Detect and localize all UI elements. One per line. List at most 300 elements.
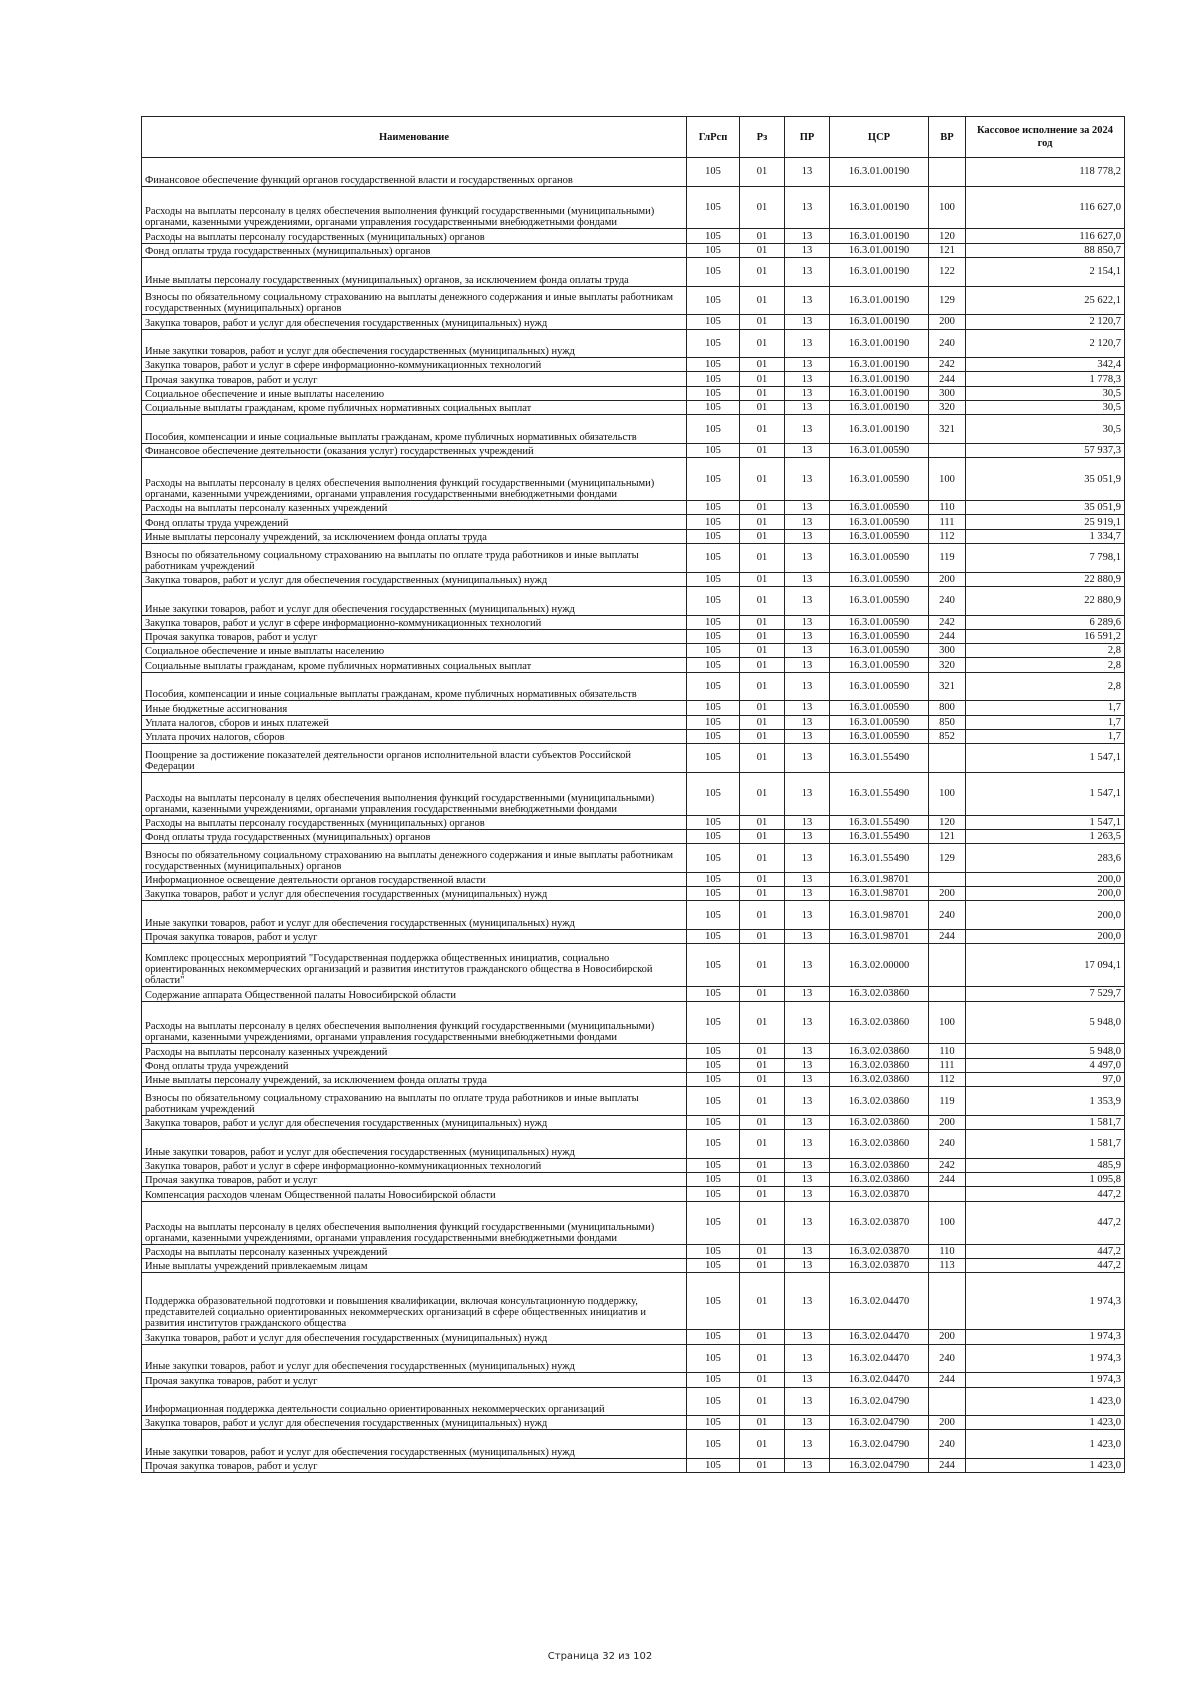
cell-csr: 16.3.01.00590 xyxy=(830,501,929,515)
table-row xyxy=(142,186,1125,229)
cell-pr: 13 xyxy=(785,1187,830,1201)
cell-csr: 16.3.01.00190 xyxy=(830,358,929,372)
cell-csr: 16.3.02.03860 xyxy=(830,1158,929,1172)
cell-glrsp: 105 xyxy=(687,1258,740,1272)
cell-rz: 01 xyxy=(740,229,785,243)
cell-pr: 13 xyxy=(785,1058,830,1072)
cell-pr: 13 xyxy=(785,286,830,315)
table-row xyxy=(142,1087,1125,1116)
cell-name: Пособия, компенсации и иные социальные выплаты гражданам, кроме публичных нормативных обязательств xyxy=(142,415,687,444)
cell-csr: 16.3.02.03860 xyxy=(830,1058,929,1072)
cell-vr: 129 xyxy=(929,844,966,873)
cell-pr: 13 xyxy=(785,644,830,658)
cell-amount: 1 353,9 xyxy=(966,1087,1125,1116)
cell-amount: 25 919,1 xyxy=(966,515,1125,529)
cell-pr: 13 xyxy=(785,258,830,287)
cell-amount: 7 529,7 xyxy=(966,987,1125,1001)
cell-vr xyxy=(929,987,966,1001)
budget-execution-table xyxy=(141,116,1125,1473)
cell-glrsp: 105 xyxy=(687,615,740,629)
cell-vr: 300 xyxy=(929,644,966,658)
table-row xyxy=(142,544,1125,573)
cell-glrsp: 105 xyxy=(687,544,740,573)
cell-pr: 13 xyxy=(785,629,830,643)
cell-rz: 01 xyxy=(740,615,785,629)
cell-pr: 13 xyxy=(785,1459,830,1473)
cell-pr: 13 xyxy=(785,672,830,701)
table-row xyxy=(142,672,1125,701)
table-row xyxy=(142,715,1125,729)
cell-vr: 240 xyxy=(929,1344,966,1373)
cell-rz: 01 xyxy=(740,1173,785,1187)
cell-rz: 01 xyxy=(740,501,785,515)
cell-vr: 244 xyxy=(929,629,966,643)
cell-name: Социальное обеспечение и иные выплаты населению xyxy=(142,386,687,400)
cell-vr xyxy=(929,744,966,773)
cell-glrsp: 105 xyxy=(687,1187,740,1201)
cell-glrsp: 105 xyxy=(687,1330,740,1344)
cell-vr: 110 xyxy=(929,1044,966,1058)
cell-name: Комплекс процессных мероприятий "Государственная поддержка общественных инициатив, социально ориентированных некоммерческих организаций и развития институтов гражданского общества в Новосибирской области" xyxy=(142,944,687,987)
cell-csr: 16.3.02.03860 xyxy=(830,1130,929,1159)
cell-glrsp: 105 xyxy=(687,401,740,415)
cell-name: Расходы на выплаты персоналу государственных (муниципальных) органов xyxy=(142,229,687,243)
cell-vr: 200 xyxy=(929,887,966,901)
cell-amount: 1 423,0 xyxy=(966,1459,1125,1473)
cell-pr: 13 xyxy=(785,386,830,400)
table-row xyxy=(142,1130,1125,1159)
cell-vr: 112 xyxy=(929,529,966,543)
table-row xyxy=(142,229,1125,243)
cell-rz: 01 xyxy=(740,844,785,873)
cell-csr: 16.3.01.00590 xyxy=(830,529,929,543)
cell-pr: 13 xyxy=(785,872,830,886)
cell-rz: 01 xyxy=(740,1459,785,1473)
cell-vr: 300 xyxy=(929,386,966,400)
cell-pr: 13 xyxy=(785,186,830,229)
cell-name: Расходы на выплаты персоналу казенных учреждений xyxy=(142,501,687,515)
cell-name: Закупка товаров, работ и услуг для обеспечения государственных (муниципальных) нужд xyxy=(142,1416,687,1430)
table-row xyxy=(142,1044,1125,1058)
header-vr: ВР xyxy=(929,117,966,158)
cell-name: Уплата налогов, сборов и иных платежей xyxy=(142,715,687,729)
cell-csr: 16.3.02.04790 xyxy=(830,1430,929,1459)
cell-name: Социальные выплаты гражданам, кроме публичных нормативных социальных выплат xyxy=(142,658,687,672)
cell-vr: 200 xyxy=(929,1330,966,1344)
cell-rz: 01 xyxy=(740,1258,785,1272)
cell-csr: 16.3.01.55490 xyxy=(830,815,929,829)
cell-name: Социальное обеспечение и иные выплаты населению xyxy=(142,644,687,658)
cell-pr: 13 xyxy=(785,930,830,944)
cell-name: Прочая закупка товаров, работ и услуг xyxy=(142,930,687,944)
cell-rz: 01 xyxy=(740,544,785,573)
cell-rz: 01 xyxy=(740,529,785,543)
cell-vr: 850 xyxy=(929,715,966,729)
cell-rz: 01 xyxy=(740,1115,785,1129)
cell-pr: 13 xyxy=(785,1001,830,1044)
cell-name: Финансовое обеспечение функций органов государственной власти и государственных органов xyxy=(142,158,687,187)
cell-csr: 16.3.02.03870 xyxy=(830,1201,929,1244)
cell-amount: 57 937,3 xyxy=(966,443,1125,457)
cell-glrsp: 105 xyxy=(687,901,740,930)
table-row xyxy=(142,1073,1125,1087)
cell-pr: 13 xyxy=(785,1201,830,1244)
cell-csr: 16.3.01.00590 xyxy=(830,658,929,672)
table-row xyxy=(142,515,1125,529)
cell-csr: 16.3.02.04790 xyxy=(830,1459,929,1473)
cell-vr xyxy=(929,1187,966,1201)
cell-amount: 116 627,0 xyxy=(966,229,1125,243)
cell-name: Прочая закупка товаров, работ и услуг xyxy=(142,372,687,386)
cell-pr: 13 xyxy=(785,515,830,529)
cell-name: Иные закупки товаров, работ и услуг для обеспечения государственных (муниципальных) нужд xyxy=(142,1344,687,1373)
cell-glrsp: 105 xyxy=(687,1201,740,1244)
table-row xyxy=(142,844,1125,873)
cell-rz: 01 xyxy=(740,515,785,529)
cell-amount: 2,8 xyxy=(966,644,1125,658)
cell-vr: 242 xyxy=(929,1158,966,1172)
cell-csr: 16.3.01.55490 xyxy=(830,844,929,873)
cell-glrsp: 105 xyxy=(687,629,740,643)
header-name: Наименование xyxy=(142,117,687,158)
cell-csr: 16.3.02.03860 xyxy=(830,1115,929,1129)
cell-rz: 01 xyxy=(740,315,785,329)
cell-pr: 13 xyxy=(785,443,830,457)
cell-amount: 5 948,0 xyxy=(966,1044,1125,1058)
cell-vr: 244 xyxy=(929,1459,966,1473)
cell-pr: 13 xyxy=(785,844,830,873)
cell-amount: 22 880,9 xyxy=(966,572,1125,586)
cell-name: Закупка товаров, работ и услуг для обеспечения государственных (муниципальных) нужд xyxy=(142,887,687,901)
cell-amount: 30,5 xyxy=(966,401,1125,415)
table-row xyxy=(142,1173,1125,1187)
cell-rz: 01 xyxy=(740,1058,785,1072)
cell-glrsp: 105 xyxy=(687,315,740,329)
cell-vr: 110 xyxy=(929,1244,966,1258)
header-rz: Рз xyxy=(740,117,785,158)
cell-rz: 01 xyxy=(740,401,785,415)
cell-pr: 13 xyxy=(785,1073,830,1087)
cell-name: Фонд оплаты труда учреждений xyxy=(142,515,687,529)
cell-csr: 16.3.01.00190 xyxy=(830,415,929,444)
cell-vr: 244 xyxy=(929,372,966,386)
cell-amount: 5 948,0 xyxy=(966,1001,1125,1044)
cell-name: Прочая закупка товаров, работ и услуг xyxy=(142,1459,687,1473)
cell-pr: 13 xyxy=(785,501,830,515)
cell-name: Расходы на выплаты персоналу в целях обеспечения выполнения функций государственными (муниципальными) органами, казенными учреждениями, органами управления государственными внебюджетными фондами xyxy=(142,1001,687,1044)
table-row xyxy=(142,1058,1125,1072)
cell-vr: 129 xyxy=(929,286,966,315)
cell-amount: 116 627,0 xyxy=(966,186,1125,229)
cell-glrsp: 105 xyxy=(687,1158,740,1172)
cell-rz: 01 xyxy=(740,443,785,457)
cell-vr: 852 xyxy=(929,729,966,743)
cell-glrsp: 105 xyxy=(687,258,740,287)
cell-pr: 13 xyxy=(785,415,830,444)
cell-name: Иные бюджетные ассигнования xyxy=(142,701,687,715)
cell-rz: 01 xyxy=(740,586,785,615)
cell-glrsp: 105 xyxy=(687,243,740,257)
cell-vr: 200 xyxy=(929,315,966,329)
cell-glrsp: 105 xyxy=(687,358,740,372)
cell-glrsp: 105 xyxy=(687,515,740,529)
cell-rz: 01 xyxy=(740,772,785,815)
table-row xyxy=(142,658,1125,672)
cell-vr: 100 xyxy=(929,1001,966,1044)
cell-name: Пособия, компенсации и иные социальные выплаты гражданам, кроме публичных нормативных обязательств xyxy=(142,672,687,701)
cell-csr: 16.3.01.00590 xyxy=(830,729,929,743)
table-row xyxy=(142,1001,1125,1044)
cell-glrsp: 105 xyxy=(687,1430,740,1459)
cell-glrsp: 105 xyxy=(687,930,740,944)
cell-name: Компенсация расходов членам Общественной палаты Новосибирской области xyxy=(142,1187,687,1201)
cell-rz: 01 xyxy=(740,358,785,372)
cell-rz: 01 xyxy=(740,1330,785,1344)
table-row xyxy=(142,701,1125,715)
cell-amount: 1 423,0 xyxy=(966,1430,1125,1459)
cell-name: Прочая закупка товаров, работ и услуг xyxy=(142,629,687,643)
cell-vr: 100 xyxy=(929,1201,966,1244)
cell-amount: 1,7 xyxy=(966,701,1125,715)
cell-name: Расходы на выплаты персоналу казенных учреждений xyxy=(142,1044,687,1058)
cell-glrsp: 105 xyxy=(687,1273,740,1330)
cell-rz: 01 xyxy=(740,629,785,643)
cell-rz: 01 xyxy=(740,186,785,229)
cell-rz: 01 xyxy=(740,658,785,672)
cell-name: Прочая закупка товаров, работ и услуг xyxy=(142,1373,687,1387)
cell-rz: 01 xyxy=(740,829,785,843)
cell-amount: 1 263,5 xyxy=(966,829,1125,843)
cell-pr: 13 xyxy=(785,529,830,543)
cell-csr: 16.3.02.04790 xyxy=(830,1387,929,1416)
cell-csr: 16.3.01.55490 xyxy=(830,829,929,843)
table-row xyxy=(142,315,1125,329)
cell-glrsp: 105 xyxy=(687,1459,740,1473)
cell-csr: 16.3.01.00590 xyxy=(830,515,929,529)
table-row xyxy=(142,1115,1125,1129)
cell-csr: 16.3.01.98701 xyxy=(830,887,929,901)
cell-pr: 13 xyxy=(785,615,830,629)
cell-vr: 800 xyxy=(929,701,966,715)
cell-vr: 320 xyxy=(929,658,966,672)
cell-glrsp: 105 xyxy=(687,1416,740,1430)
table-row xyxy=(142,572,1125,586)
cell-name: Взносы по обязательному социальному страхованию на выплаты денежного содержания и иные выплаты работникам государственных (муниципальных) органов xyxy=(142,286,687,315)
cell-amount: 447,2 xyxy=(966,1201,1125,1244)
cell-pr: 13 xyxy=(785,586,830,615)
cell-glrsp: 105 xyxy=(687,1373,740,1387)
header-pr: ПР xyxy=(785,117,830,158)
cell-pr: 13 xyxy=(785,658,830,672)
cell-pr: 13 xyxy=(785,944,830,987)
cell-amount: 35 051,9 xyxy=(966,501,1125,515)
table-row xyxy=(142,158,1125,187)
cell-glrsp: 105 xyxy=(687,443,740,457)
cell-name: Расходы на выплаты персоналу казенных учреждений xyxy=(142,1244,687,1258)
cell-rz: 01 xyxy=(740,372,785,386)
cell-amount: 1 547,1 xyxy=(966,772,1125,815)
table-row xyxy=(142,729,1125,743)
cell-rz: 01 xyxy=(740,1373,785,1387)
cell-csr: 16.3.02.03860 xyxy=(830,1087,929,1116)
cell-pr: 13 xyxy=(785,1130,830,1159)
cell-amount: 1 334,7 xyxy=(966,529,1125,543)
cell-rz: 01 xyxy=(740,458,785,501)
cell-csr: 16.3.01.00190 xyxy=(830,372,929,386)
cell-name: Закупка товаров, работ и услуг в сфере информационно-коммуникационных технологий xyxy=(142,1158,687,1172)
cell-rz: 01 xyxy=(740,258,785,287)
header-csr: ЦСР xyxy=(830,117,929,158)
cell-glrsp: 105 xyxy=(687,186,740,229)
cell-pr: 13 xyxy=(785,1087,830,1116)
cell-name: Иные закупки товаров, работ и услуг для обеспечения государственных (муниципальных) нужд xyxy=(142,586,687,615)
table-row xyxy=(142,1387,1125,1416)
cell-glrsp: 105 xyxy=(687,672,740,701)
cell-glrsp: 105 xyxy=(687,658,740,672)
cell-pr: 13 xyxy=(785,458,830,501)
cell-name: Содержание аппарата Общественной палаты Новосибирской области xyxy=(142,987,687,1001)
cell-rz: 01 xyxy=(740,415,785,444)
cell-pr: 13 xyxy=(785,715,830,729)
cell-pr: 13 xyxy=(785,815,830,829)
cell-name: Иные закупки товаров, работ и услуг для обеспечения государственных (муниципальных) нужд xyxy=(142,1130,687,1159)
cell-amount: 1 974,3 xyxy=(966,1344,1125,1373)
cell-csr: 16.3.01.00190 xyxy=(830,158,929,187)
cell-name: Расходы на выплаты персоналу в целях обеспечения выполнения функций государственными (муниципальными) органами, казенными учреждениями, органами управления государственными внебюджетными фондами xyxy=(142,186,687,229)
cell-csr: 16.3.01.00590 xyxy=(830,644,929,658)
cell-amount: 1 547,1 xyxy=(966,744,1125,773)
cell-name: Иные выплаты учреждений привлекаемым лицам xyxy=(142,1258,687,1272)
cell-csr: 16.3.01.00190 xyxy=(830,243,929,257)
cell-amount: 1 095,8 xyxy=(966,1173,1125,1187)
table-row xyxy=(142,458,1125,501)
cell-amount: 1 423,0 xyxy=(966,1387,1125,1416)
cell-name: Иные закупки товаров, работ и услуг для обеспечения государственных (муниципальных) нужд xyxy=(142,901,687,930)
cell-amount: 2 154,1 xyxy=(966,258,1125,287)
cell-csr: 16.3.01.00590 xyxy=(830,615,929,629)
table-row xyxy=(142,944,1125,987)
cell-amount: 16 591,2 xyxy=(966,629,1125,643)
cell-rz: 01 xyxy=(740,572,785,586)
cell-glrsp: 105 xyxy=(687,415,740,444)
cell-rz: 01 xyxy=(740,1416,785,1430)
table-row xyxy=(142,987,1125,1001)
table-row xyxy=(142,1273,1125,1330)
cell-vr: 240 xyxy=(929,329,966,358)
cell-name: Закупка товаров, работ и услуг для обеспечения государственных (муниципальных) нужд xyxy=(142,1330,687,1344)
cell-amount: 1,7 xyxy=(966,715,1125,729)
cell-csr: 16.3.01.00590 xyxy=(830,544,929,573)
table-row xyxy=(142,901,1125,930)
cell-pr: 13 xyxy=(785,358,830,372)
cell-name: Поддержка образовательной подготовки и повышения квалификации, включая консультационную поддержку, представителей социально ориентированных некоммерческих организаций в сфере общественных инициатив и развития институтов гражданского общества xyxy=(142,1273,687,1330)
cell-rz: 01 xyxy=(740,329,785,358)
cell-csr: 16.3.01.98701 xyxy=(830,930,929,944)
table-row xyxy=(142,1430,1125,1459)
table-row xyxy=(142,329,1125,358)
cell-glrsp: 105 xyxy=(687,1130,740,1159)
cell-pr: 13 xyxy=(785,243,830,257)
cell-vr: 240 xyxy=(929,1430,966,1459)
cell-csr: 16.3.01.00590 xyxy=(830,715,929,729)
cell-pr: 13 xyxy=(785,1258,830,1272)
cell-amount: 200,0 xyxy=(966,901,1125,930)
cell-glrsp: 105 xyxy=(687,529,740,543)
cell-pr: 13 xyxy=(785,329,830,358)
cell-csr: 16.3.02.03870 xyxy=(830,1258,929,1272)
cell-amount: 485,9 xyxy=(966,1158,1125,1172)
cell-glrsp: 105 xyxy=(687,1087,740,1116)
cell-name: Фонд оплаты труда государственных (муниципальных) органов xyxy=(142,829,687,843)
cell-amount: 342,4 xyxy=(966,358,1125,372)
cell-amount: 1 581,7 xyxy=(966,1115,1125,1129)
cell-amount: 447,2 xyxy=(966,1187,1125,1201)
cell-csr: 16.3.02.03860 xyxy=(830,1001,929,1044)
cell-vr: 244 xyxy=(929,1173,966,1187)
cell-name: Закупка товаров, работ и услуг в сфере информационно-коммуникационных технологий xyxy=(142,615,687,629)
cell-name: Расходы на выплаты персоналу в целях обеспечения выполнения функций государственными (муниципальными) органами, казенными учреждениями, органами управления государственными внебюджетными фондами xyxy=(142,458,687,501)
cell-rz: 01 xyxy=(740,887,785,901)
table-row xyxy=(142,1244,1125,1258)
table-header-row xyxy=(142,117,1125,158)
cell-pr: 13 xyxy=(785,401,830,415)
cell-csr: 16.3.01.00590 xyxy=(830,701,929,715)
cell-vr xyxy=(929,443,966,457)
cell-csr: 16.3.01.98701 xyxy=(830,872,929,886)
header-glrsp: ГлРсп xyxy=(687,117,740,158)
cell-name: Иные выплаты персоналу государственных (муниципальных) органов, за исключением фонда оплаты труда xyxy=(142,258,687,287)
cell-glrsp: 105 xyxy=(687,229,740,243)
cell-csr: 16.3.01.55490 xyxy=(830,744,929,773)
table-row xyxy=(142,1187,1125,1201)
cell-name: Информационное освещение деятельности органов государственной власти xyxy=(142,872,687,886)
cell-pr: 13 xyxy=(785,1387,830,1416)
cell-amount: 2 120,7 xyxy=(966,315,1125,329)
table-row xyxy=(142,586,1125,615)
cell-glrsp: 105 xyxy=(687,644,740,658)
cell-glrsp: 105 xyxy=(687,815,740,829)
cell-vr: 121 xyxy=(929,829,966,843)
cell-rz: 01 xyxy=(740,901,785,930)
cell-pr: 13 xyxy=(785,1244,830,1258)
cell-glrsp: 105 xyxy=(687,715,740,729)
cell-name: Расходы на выплаты персоналу в целях обеспечения выполнения функций государственными (муниципальными) органами, казенными учреждениями, органами управления государственными внебюджетными фондами xyxy=(142,772,687,815)
cell-vr: 240 xyxy=(929,586,966,615)
cell-rz: 01 xyxy=(740,1158,785,1172)
table-row xyxy=(142,815,1125,829)
cell-amount: 30,5 xyxy=(966,415,1125,444)
cell-glrsp: 105 xyxy=(687,158,740,187)
cell-vr: 111 xyxy=(929,1058,966,1072)
cell-name: Социальные выплаты гражданам, кроме публичных нормативных социальных выплат xyxy=(142,401,687,415)
cell-rz: 01 xyxy=(740,1387,785,1416)
cell-amount: 1 974,3 xyxy=(966,1330,1125,1344)
cell-csr: 16.3.01.00190 xyxy=(830,229,929,243)
cell-vr xyxy=(929,1387,966,1416)
table-row xyxy=(142,358,1125,372)
cell-pr: 13 xyxy=(785,572,830,586)
cell-name: Закупка товаров, работ и услуг для обеспечения государственных (муниципальных) нужд xyxy=(142,572,687,586)
cell-pr: 13 xyxy=(785,1330,830,1344)
cell-glrsp: 105 xyxy=(687,286,740,315)
cell-amount: 97,0 xyxy=(966,1073,1125,1087)
cell-vr: 100 xyxy=(929,458,966,501)
page-number: Страница 32 из 102 xyxy=(547,1651,653,1662)
cell-amount: 2 120,7 xyxy=(966,329,1125,358)
cell-vr: 110 xyxy=(929,501,966,515)
table-row xyxy=(142,829,1125,843)
cell-pr: 13 xyxy=(785,744,830,773)
